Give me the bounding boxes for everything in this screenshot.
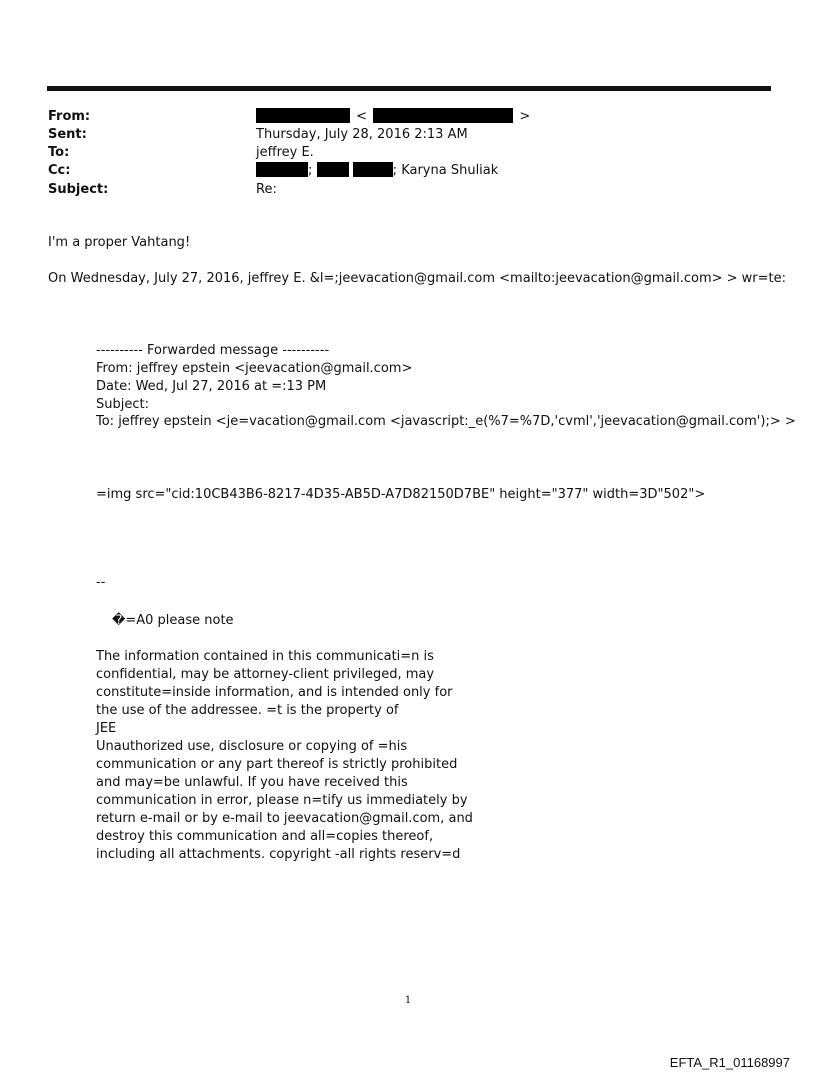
forwarded-date: Date: Wed, Jul 27, 2016 at =:13 PM bbox=[96, 379, 327, 394]
sent-label: Sent: bbox=[48, 127, 87, 142]
sent-value: Thursday, July 28, 2016 2:13 AM bbox=[256, 127, 468, 142]
to-label: To: bbox=[48, 145, 70, 160]
disclaimer-line: communication in error, please n=tify us immediately by bbox=[96, 793, 468, 808]
cc-separator: ; bbox=[392, 163, 398, 178]
forwarded-subject: Subject: bbox=[96, 397, 149, 412]
from-value bbox=[256, 108, 530, 126]
disclaimer-line: communication or any part thereof is strictly prohibited bbox=[96, 757, 458, 772]
header-rule bbox=[47, 86, 771, 91]
to-value: jeffrey E. bbox=[256, 145, 314, 160]
disclaimer-line: and may=be unlawful. If you have received this bbox=[96, 775, 408, 790]
cc-separator: ; bbox=[308, 163, 313, 178]
redaction-block bbox=[256, 162, 308, 177]
disclaimer-line: Unauthorized use, disclosure or copying of =his bbox=[96, 739, 408, 754]
redaction-block bbox=[256, 108, 350, 123]
subject-value: Re: bbox=[256, 182, 277, 197]
quote-intro: On Wednesday, July 27, 2016, jeffrey E. &l=;jeevacation@gmail.com <mailto:jeevacation@gmail.com> > wr=te: bbox=[48, 271, 787, 286]
disclaimer-line: destroy this communication and all=copies thereof, bbox=[96, 829, 434, 844]
disclaimer-line: The information contained in this communicati=n is bbox=[96, 649, 434, 664]
from-label: From: bbox=[48, 109, 91, 124]
document-id: EFTA_R1_01168997 bbox=[669, 1055, 790, 1070]
page-number: 1 bbox=[404, 995, 412, 1006]
cc-label: Cc: bbox=[48, 163, 71, 178]
disclaimer-line: the use of the addressee. =t is the property of bbox=[96, 703, 399, 718]
from-gt: > bbox=[519, 109, 531, 124]
disclaimer-line: constitute=inside information, and is intended only for bbox=[96, 685, 453, 700]
cc-value bbox=[256, 162, 498, 180]
redaction-block bbox=[353, 162, 393, 177]
signature-separator: -- bbox=[96, 575, 106, 590]
cc-recipient: Karyna Shuliak bbox=[401, 163, 499, 178]
image-markup-line: =img src="cid:10CB43B6-8217-4D35-AB5D-A7D82150D7BE" height="377" width=3D"502"> bbox=[96, 487, 706, 502]
disclaimer-line: return e-mail or by e-mail to jeevacation@gmail.com, and bbox=[96, 811, 473, 826]
forwarded-header: ---------- Forwarded message ---------- bbox=[96, 343, 330, 358]
disclaimer-line: including all attachments. copyright -all rights reserv=d bbox=[96, 847, 461, 862]
disclaimer-line: JEE bbox=[96, 721, 117, 736]
subject-label: Subject: bbox=[48, 182, 109, 197]
reply-text: I'm a proper Vahtang! bbox=[48, 235, 191, 250]
forwarded-to: To: jeffrey epstein <je=vacation@gmail.com <javascript:_e(%7=%7D,'cvml','jeevacation@gmail.com');> > bbox=[96, 414, 796, 429]
disclaimer-line: confidential, may be attorney-client privileged, may bbox=[96, 667, 435, 682]
redaction-block bbox=[373, 108, 513, 123]
forwarded-from: From: jeffrey epstein <jeevacation@gmail.com> bbox=[96, 361, 413, 376]
redaction-block bbox=[317, 162, 349, 177]
please-note: �=A0 please note bbox=[112, 613, 234, 628]
from-lt: < bbox=[356, 109, 368, 124]
